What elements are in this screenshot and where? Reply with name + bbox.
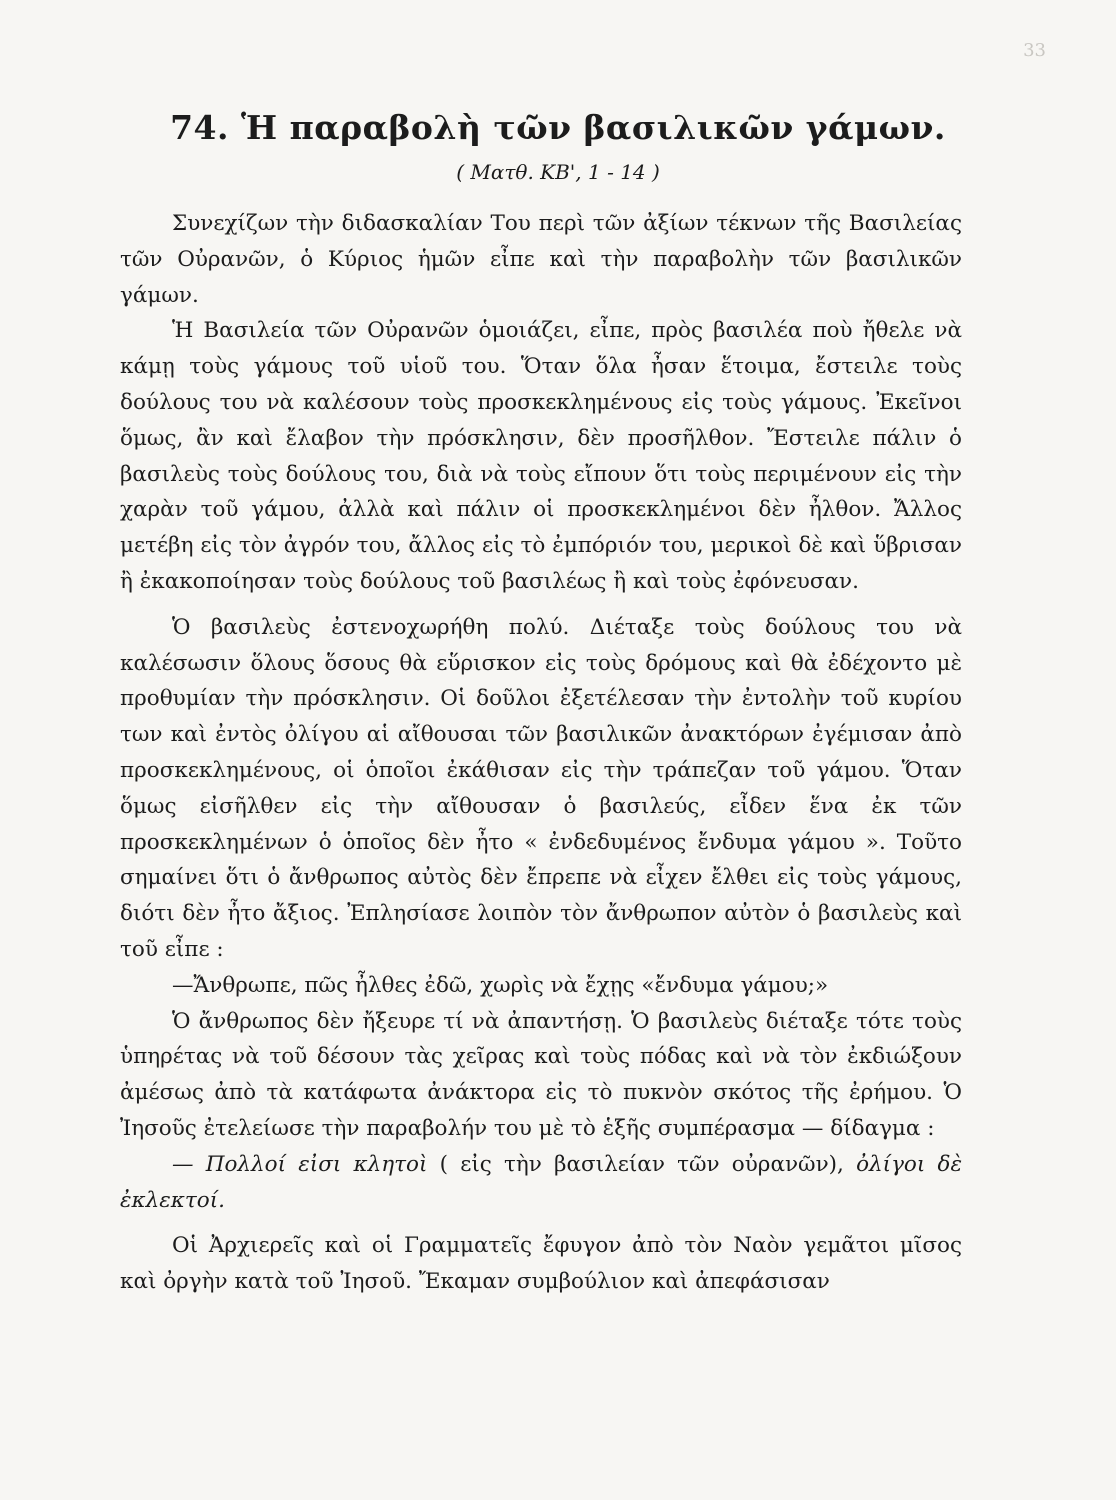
conclusion-italic-end: ὀλίγοι δὲ ἐκλεκτοί. <box>120 1151 962 1213</box>
conclusion-middle: ( εἰς τὴν βασιλείαν τῶν οὐρανῶν), <box>427 1151 857 1177</box>
conclusion-italic-start: — Πολλοί εἰσι κλητοὶ <box>172 1151 428 1177</box>
paragraph-conclusion <box>120 1147 962 1219</box>
paragraph-king-response: Ὁ βασιλεὺς ἐστενοχωρήθη πολύ. Διέταξε τοὺς δούλους του νὰ καλέσωσιν ὅλους ὅσους θὰ εὕρισκον εἰς τοὺς δρόμους καὶ θὰ ἐδέχοντο μὲ προθυμίαν τὴν πρόσκλησιν. Οἱ δοῦλοι ἐξετέλεσαν τὴν ἐντολὴν τοῦ κυρίου των καὶ ἐντὸς ὀλίγου αἱ αἴθουσαι τῶν βασιλικῶν ἀνακτόρων ἐγέμισαν ἀπὸ προσκεκλημένους, οἱ ὁποῖοι ἐκάθισαν εἰς τὴν τράπεζαν τοῦ γάμου. Ὅταν ὅμως εἰσῆλθεν εἰς τὴν αἴθουσαν ὁ βασιλεύς, εἶδεν ἕνα ἐκ τῶν προσκεκλημένων ὁ ὁποῖος δὲν ἦτο « ἐνδεδυμένος ἔνδυμα γάμου ». Τοῦτο σημαίνει ὅτι ὁ ἄνθρωπος αὐτὸς δὲν ἔπρεπε νὰ εἶχεν ἔλθει εἰς τοὺς γάμους, διότι δὲν ἦτο ἄξιος. Ἐπλησίασε λοιπὸν τὸν ἄνθρωπον αὐτὸν ὁ βασιλεὺς καὶ τοῦ εἶπε : <box>120 614 962 962</box>
scripture-reference: ( Ματθ. ΚΒ', 1 - 14 ) <box>456 160 660 184</box>
paragraph-final: Οἱ Ἀρχιερεῖς καὶ οἱ Γραμματεῖς ἔφυγον ἀπὸ τὸν Ναὸν γεμᾶτοι μῖσος καὶ ὀργὴν κατὰ τοῦ Ἰησοῦ. Ἔκαμαν συμβούλιον καὶ ἀπεφάσισαν <box>120 1233 962 1295</box>
chapter-title: 74. Ἡ παραβολὴ τῶν βασιλικῶν γάμων. <box>170 108 946 147</box>
paragraph-parable: Ἡ Βασιλεία τῶν Οὐρανῶν ὁμοιάζει, εἶπε, πρὸς βασιλέα ποὺ ἤθελε νὰ κάμῃ τοὺς γάμους τοῦ υἱοῦ του. Ὅταν ὅλα ἦσαν ἕτοιμα, ἔστειλε τοὺς δούλους του νὰ καλέσουν τοὺς προσκεκλημένους εἰς τοὺς γάμους. Ἐκεῖνοι ὅμως, ἂν καὶ ἔλαβον τὴν πρόσκλησιν, δὲν προσῆλθον. Ἔστειλε πάλιν ὁ βασιλεὺς τοὺς δούλους του, διὰ νὰ τοὺς εἴπουν ὅτι τοὺς περιμένουν εἰς τὴν χαρὰν τοῦ γάμου, ἀλλὰ καὶ πάλιν οἱ προσκεκλημένοι δὲν ἦλθον. Ἄλλος μετέβη εἰς τὸν ἀγρόν του, ἄλλος εἰς τὸ ἐμπόριόν του, μερικοὶ δὲ καὶ ὕβρισαν ἢ ἐκακοποίησαν τοὺς δούλους τοῦ βασιλέως ἢ καὶ τοὺς ἐφόνευσαν. <box>120 318 962 594</box>
paragraph-dialogue: —Ἄνθρωπε, πῶς ἦλθες ἐδῶ, χωρὶς νὰ ἔχῃς «ἔνδυμα γάμου;» <box>172 972 829 998</box>
page-number: 33 <box>1023 40 1046 61</box>
paragraph-judgment: Ὁ ἄνθρωπος δὲν ἤξευρε τί νὰ ἀπαντήσῃ. Ὁ βασιλεὺς διέταξε τότε τοὺς ὑπηρέτας νὰ τοῦ δέσουν τὰς χεῖρας καὶ τοὺς πόδας καὶ νὰ τὸν ἐκδιώξουν ἀμέσως ἀπὸ τὰ κατάφωτα ἀνάκτορα εἰς τὸ πυκνὸν σκότος τῆς ἐρήμου. Ὁ Ἰησοῦς ἐτελείωσε τὴν παραβολήν του μὲ τὸ ἑξῆς συμπέρασμα — δίδαγμα : <box>120 1008 962 1141</box>
body-text <box>120 206 962 1300</box>
paragraph-intro: Συνεχίζων τὴν διδασκαλίαν Του περὶ τῶν ἀξίων τέκνων τῆς Βασιλείας τῶν Οὐρανῶν, ὁ Κύριος ἡμῶν εἶπε καὶ τὴν παραβολὴν τῶν βασιλικῶν γάμων. <box>120 211 962 308</box>
